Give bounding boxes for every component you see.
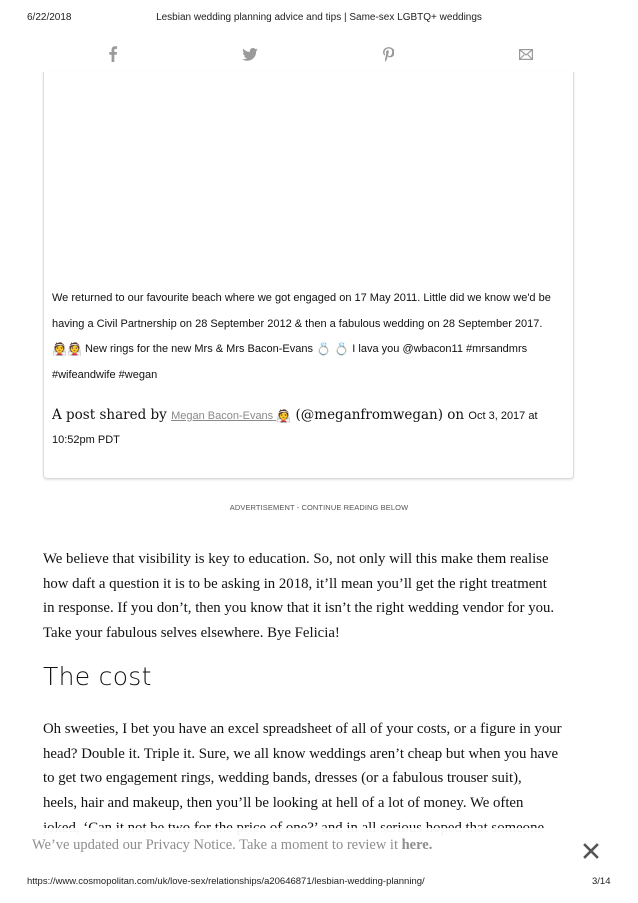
- embed-media-area[interactable]: [44, 72, 573, 282]
- print-date: 6/22/2018: [27, 12, 72, 23]
- paragraph-line: Oh sweeties, I bet you have an excel spreadsheet of all of your costs, or a figure in your: [43, 721, 562, 737]
- share-bar: [0, 42, 638, 66]
- caption-line: We returned to our favourite beach where we got engaged on 17 May 2011. Little did we know we'd be: [52, 292, 551, 304]
- post-time: 10:52pm PDT: [52, 434, 120, 446]
- author-handle: (@meganfromwegan) on: [291, 407, 469, 423]
- article-paragraph: [43, 547, 603, 646]
- credit-prefix: A post shared by: [52, 407, 172, 423]
- privacy-text: We’ve updated our Privacy Notice. Take a moment to review it: [32, 837, 402, 853]
- paragraph-line: how daft a question it is to be asking in 2018, it’ll mean you’ll get the right treatment: [43, 575, 547, 592]
- page-number: 3/14: [592, 876, 611, 887]
- paragraph-line: head? Double it. Triple it. Sure, we all know weddings aren’t cheap but when you have: [43, 745, 559, 762]
- embed-credit: [52, 402, 568, 451]
- paragraph-line: We believe that visibility is key to education. So, not only will this make them realise: [43, 551, 549, 567]
- caption-line: #wifeandwife #wegan: [52, 368, 158, 381]
- author-name: Megan Bacon-Evans: [171, 410, 274, 422]
- print-header: [0, 12, 638, 26]
- section-heading: The cost: [43, 662, 152, 691]
- author-link[interactable]: [171, 410, 291, 422]
- paragraph-line: in response. If you don’t, then you know that it isn’t the right wedding vendor for you.: [43, 600, 555, 617]
- caption-text: New rings for the new Mrs & Mrs Bacon-Evans: [81, 343, 317, 355]
- ring-emoji: 💍 💍: [316, 342, 350, 356]
- paragraph-line: to get two engagement rings, wedding bands, dresses (or a fabulous trouser suit),: [43, 770, 522, 787]
- paragraph-line: Take your fabulous selves elsewhere. Bye Felicia!: [43, 625, 340, 642]
- pinterest-icon[interactable]: [376, 42, 400, 66]
- twitter-icon[interactable]: [238, 42, 262, 66]
- article-paragraph: [43, 717, 603, 836]
- email-icon[interactable]: [514, 42, 538, 66]
- paragraph-line: heels, hair and makeup, then you’ll be looking at hell of a lot of money. We often: [43, 795, 524, 812]
- caption-line: [52, 337, 568, 363]
- bride-emoji: 👰: [276, 409, 292, 423]
- advertisement-label: ADVERTISEMENT - CONTINUE READING BELOW: [229, 503, 409, 512]
- privacy-link[interactable]: here.: [401, 837, 433, 853]
- privacy-notice: [32, 837, 432, 854]
- page-url: https://www.cosmopolitan.com/uk/love-sex/relationships/a20646871/lesbian-wedding-planning/: [27, 876, 425, 887]
- caption-text: I lava you @wbacon11 #mrsandmrs: [349, 343, 528, 355]
- print-page-title: Lesbian wedding planning advice and tips | Same-sex LGBTQ+ weddings: [156, 12, 482, 23]
- print-footer: [0, 876, 638, 890]
- caption-line: having a Civil Partnership on 28 September 2012 & then a fabulous wedding on 28 September 2017.: [52, 317, 543, 330]
- post-date: Oct 3, 2017 at: [468, 410, 538, 422]
- embed-caption: [52, 286, 568, 388]
- facebook-icon[interactable]: [101, 42, 125, 66]
- bride-emoji: 👰👰: [52, 342, 82, 356]
- privacy-banner: [0, 828, 638, 876]
- close-icon[interactable]: [582, 842, 600, 860]
- instagram-embed: [43, 72, 574, 479]
